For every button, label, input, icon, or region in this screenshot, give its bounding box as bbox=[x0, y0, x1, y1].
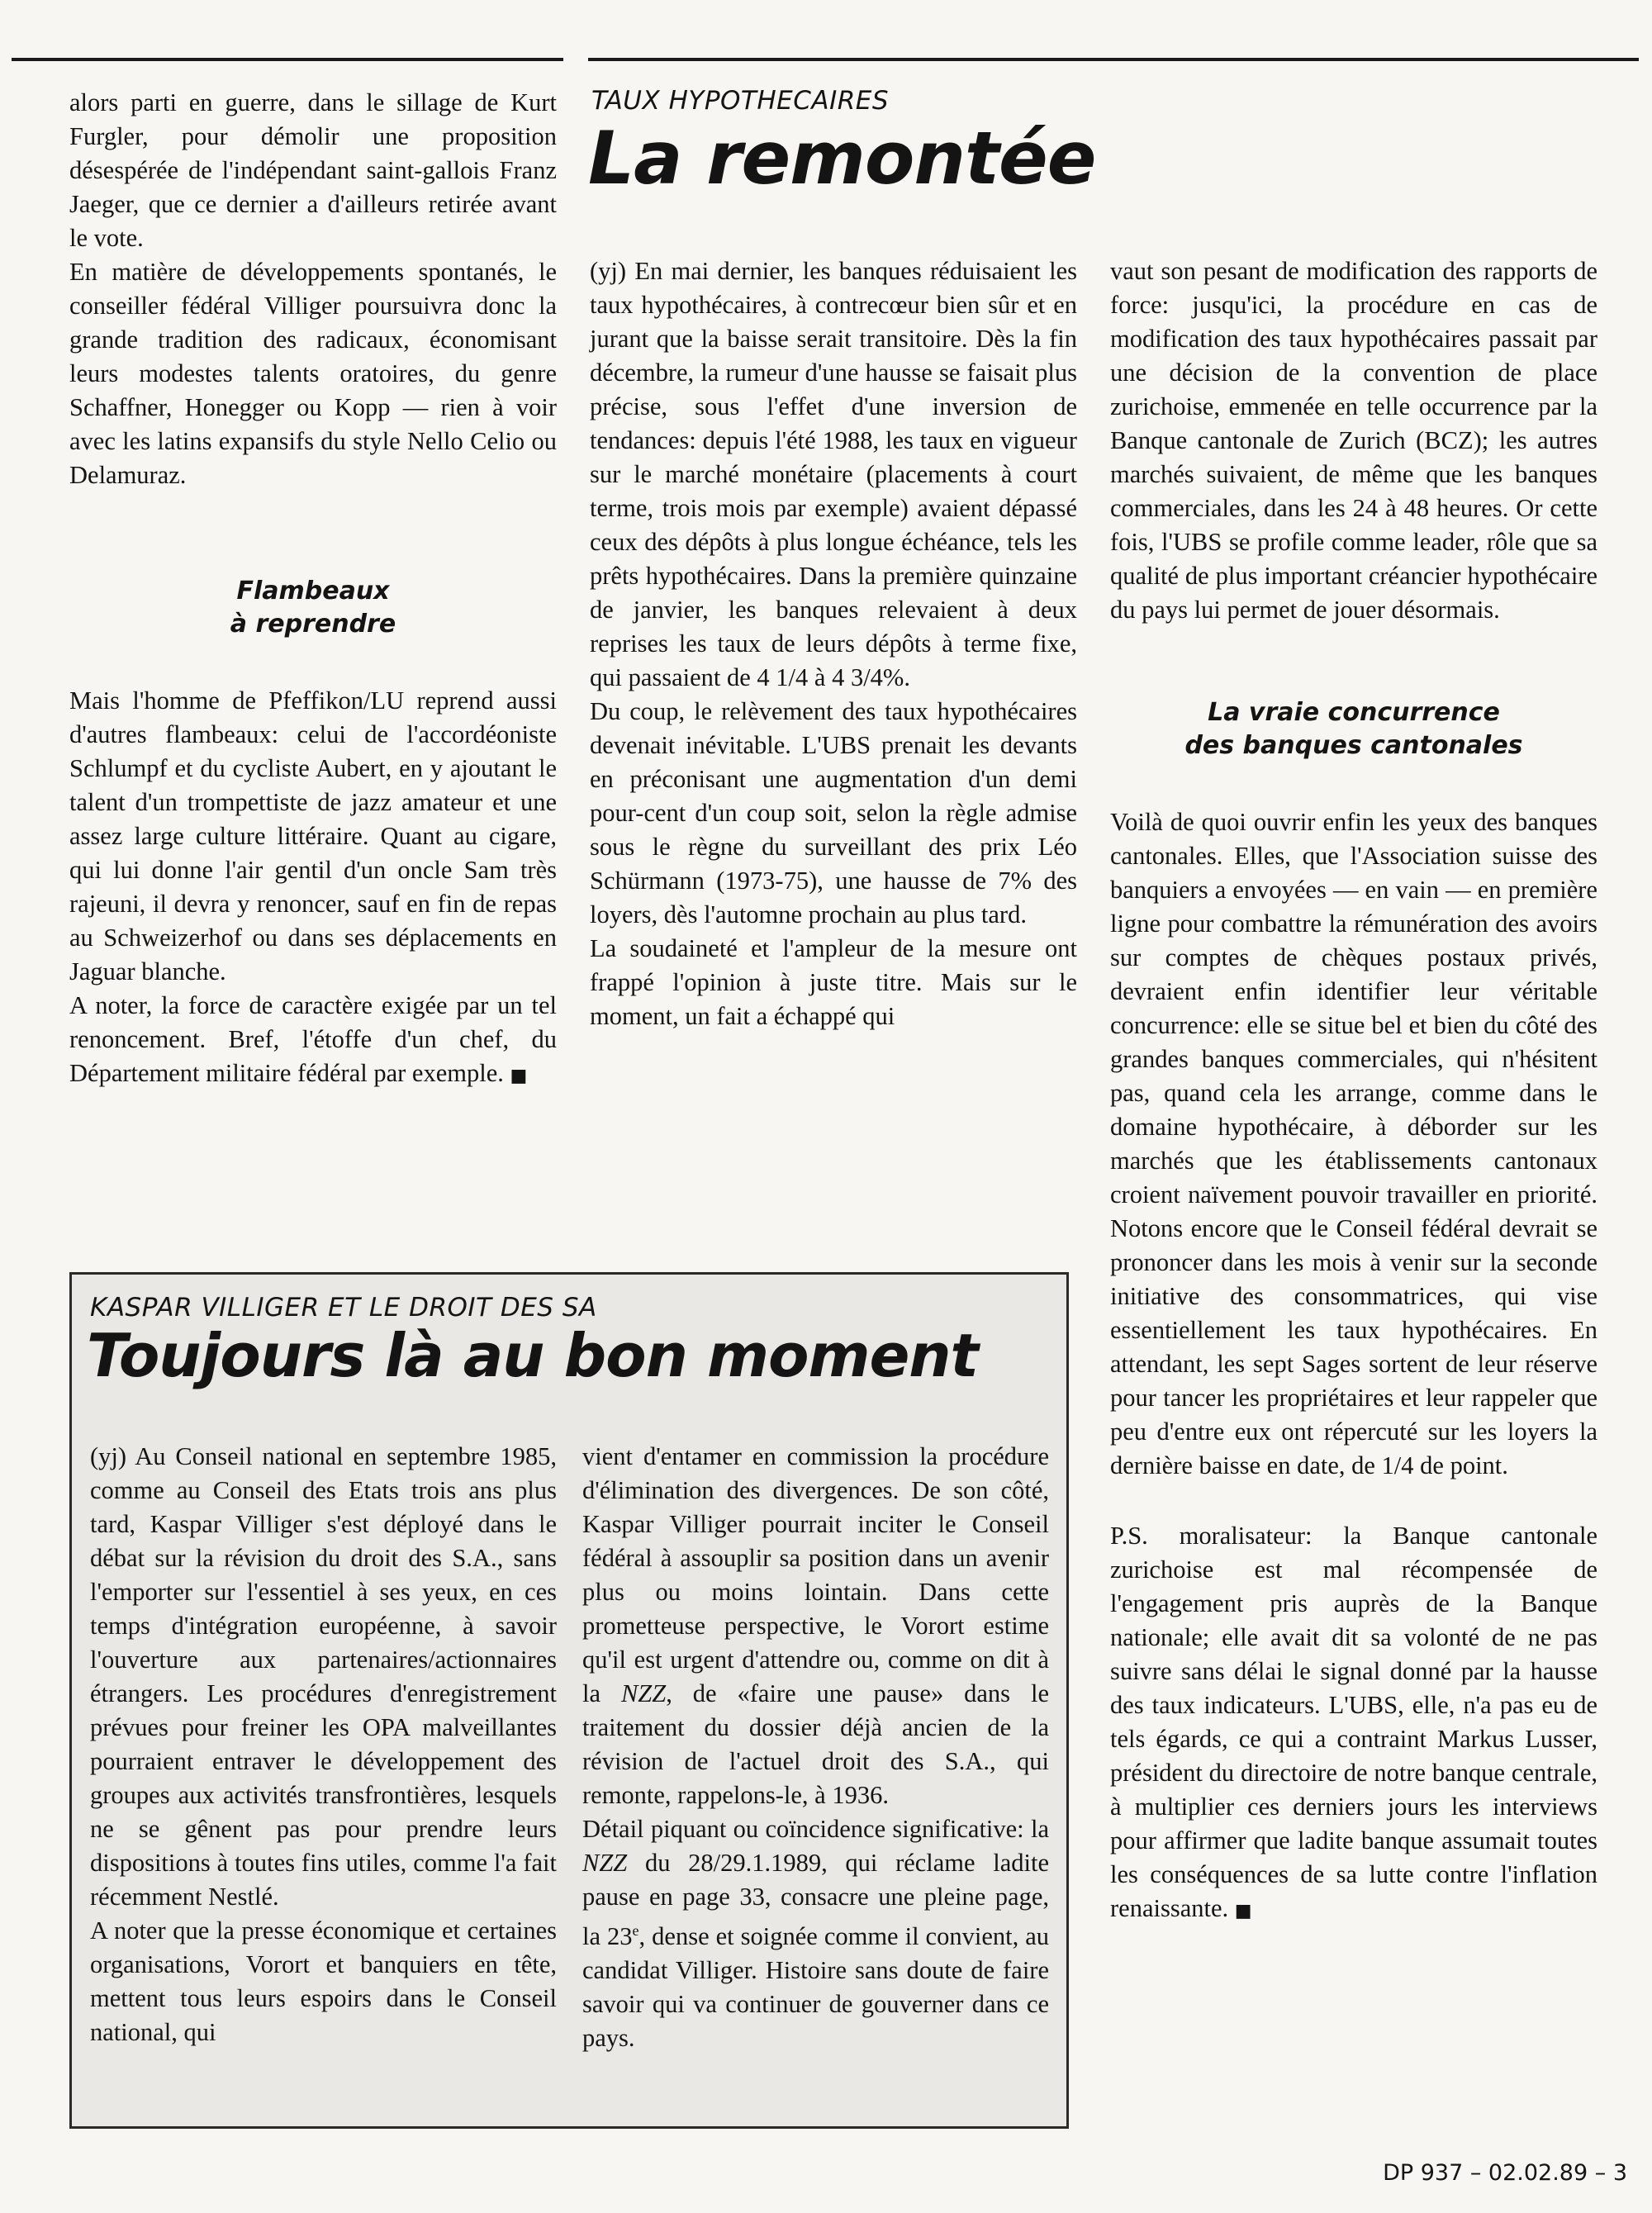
taux-col1-para-3: La soudaineté et l'ampleur de la mesure ont frappé l'opinion à juste titre. Mais sur le moment, un fait a échappé qui bbox=[590, 934, 1077, 1030]
left-para-3: Mais l'homme de Pfeffikon/LU reprend aussi d'autres flambeaux: celui de l'accordéoniste Schlumpf et du cycliste Aubert, en y ajoutant le talent d'un trompettiste de jazz amateur et une assez large culture littéraire. Quant au cigare, qui lui donne l'air gentil d'un oncle Sam très rajeuni, il devra y renoncer, sauf en fin de repas au Schweizerhof ou dans ses déplacements en Jaguar blanche. bbox=[69, 686, 557, 985]
box-column-1 bbox=[90, 1440, 557, 2049]
taux-column-1 bbox=[590, 254, 1077, 1033]
nzz-italic-1: NZZ bbox=[620, 1679, 667, 1707]
top-rule-left bbox=[12, 58, 563, 61]
end-mark-taux: ■ bbox=[1234, 1901, 1252, 1921]
left-subhead-line-1: Flambeaux bbox=[236, 577, 390, 605]
end-mark-left: ■ bbox=[510, 1066, 528, 1086]
taux-column-2 bbox=[1110, 254, 1597, 1928]
box-headline: Toujours là au bon moment bbox=[87, 1321, 978, 1390]
box-col2-para-2-b: du 28/29.1.1989, qui réclame ladite pause en page 33, consacre une pleine page, la 23 bbox=[582, 1849, 1049, 1951]
left-para-4 bbox=[69, 989, 557, 1093]
page-folio: DP 937 – 02.02.89 – 3 bbox=[1383, 2160, 1627, 2186]
box-column-2 bbox=[582, 1440, 1049, 2055]
taux-col2-para-2: Voilà de quoi ouvrir enfin les yeux des banques cantonales. Elles, que l'Association suisse des banquiers a envoyées — en vain — en première ligne pour combattre la rémunération des avoirs sur comptes de chèques postaux privés, devraient enfin identifier leur véritable concurrence: elle se situe bel et bien du côté des grandes banques commerciales, qui n'hésitent pas, quand cela les arrange, comme dans le domaine hypothécaire, à déborder sur les marchés que les établissements cantonaux croient naïvement pouvoir travailler en priorité. Notons encore que le Conseil fédéral devrait se prononcer dans les mois à venir sur la seconde initiative des consommatrices, qui vise essentiellement les taux hypothécaires. En attendant, les sept Sages sortent de leur réserve pour tancer les propriétaires et leur rappeler que peu d'entre eux ont répercuté sur les loyers la dernière baisse en date, de 1/4 de point. bbox=[1110, 808, 1597, 1479]
left-para-1: alors parti en guerre, dans le sillage de Kurt Furgler, pour démolir une proposition désespérée de l'indépendant saint-gallois Franz Jaeger, que ce dernier a d'ailleurs retirée avant le vote. bbox=[69, 88, 557, 252]
boxed-article bbox=[69, 1272, 1069, 2129]
left-para-4-text: A noter, la force de caractère exigée par un tel renoncement. Bref, l'étoffe d'un chef, du Département militaire fédéral par exemple. bbox=[69, 991, 557, 1087]
taux-subhead-line-2: des banques cantonales bbox=[1184, 731, 1523, 760]
left-subhead-line-2: à reprendre bbox=[230, 610, 396, 639]
taux-kicker: TAUX HYPOTHECAIRES bbox=[591, 86, 890, 116]
box-col2-para-1-a: vient d'entamer en commission la procédure d'élimination des divergences. De son côté, Kaspar Villiger pourrait inciter le Conseil fédéral à assouplir sa position dans un avenir plus ou moins lointain. Dans cette prometteuse perspective, le Vorort estime qu'il est urgent d'attendre ou, comme on dit à la bbox=[582, 1442, 1049, 1707]
box-col2-para-2-c: , dense et soignée comme il convient, au candidat Villiger. Histoire sans doute de faire savoir qui va continuer de gouverner dans ce pays. bbox=[582, 1922, 1050, 2053]
top-rule-right bbox=[588, 58, 1639, 61]
box-col2-para-2-a: Détail piquant ou coïncidence significative: la bbox=[582, 1815, 1049, 1843]
taux-col1-para-1: (yj) En mai dernier, les banques réduisaient les taux hypothécaires, à contrecœur bien sûr et en jurant que la baisse serait transitoire. Dès la fin décembre, la rumeur d'une hausse se faisait plus précise, sous l'effet d'une inversion de tendances: depuis l'été 1988, les taux en vigueur sur le marché monétaire (placements à court terme, trois mois par exemple) avaient dépassé ceux des dépôts à plus longue échéance, tels les prêts hypothécaires. Dans la première quinzaine de janvier, les banques relevaient à deux reprises les taux de leurs dépôts à terme fixe, qui passaient de 4 1/4 à 4 3/4%. bbox=[590, 257, 1077, 691]
taux-col2-para-3-text: P.S. moralisateur: la Banque cantonale zurichoise est mal récompensée de l'engagement pris auprès de la Banque nationale; elle avait dit sa volonté de ne pas suivre sans délai le signal donné par la hausse des taux indicateurs. L'UBS, elle, n'a pas eu de tels égards, ce qui a contraint Markus Lusser, président du directoire de notre banque centrale, à multiplier ces derniers jours les interviews pour affirmer que ladite banque assumait toutes les conséquences de sa lutte contre l'inflation renaissante. bbox=[1110, 1522, 1597, 1922]
taux-headline: La remontée bbox=[588, 116, 1096, 201]
nzz-italic-2: NZZ bbox=[582, 1849, 628, 1877]
taux-subhead-line-1: La vraie concurrence bbox=[1208, 698, 1500, 727]
taux-subhead bbox=[1110, 696, 1597, 762]
taux-col2-para-3 bbox=[1110, 1519, 1597, 1928]
box-col2-para-1 bbox=[582, 1440, 1049, 1812]
left-para-2: En matière de développements spontanés, le conseiller fédéral Villiger poursuivra donc la grande tradition des radicaux, économisant leurs modestes talents oratoires, du genre Schaffner, Honegger ou Kopp — rien à voir avec les latins expansifs du style Nello Celio ou Delamuraz. bbox=[69, 258, 557, 489]
left-column bbox=[69, 86, 557, 1093]
taux-col2-para-1: vaut son pesant de modification des rapports de force: jusqu'ici, la procédure en cas de modification des taux hypothécaires passait par une décision de la convention de place zurichoise, emmenée en telle occurrence par la Banque cantonale de Zurich (BCZ); les autres marchés suivaient, de même que les banques commerciales, dans les 24 à 48 heures. Or cette fois, l'UBS se profile comme leader, rôle que sa qualité de plus important créancier hypothécaire du pays lui permet de jouer désormais. bbox=[1110, 257, 1597, 624]
taux-col1-para-2: Du coup, le relèvement des taux hypothécaires devenait inévitable. L'UBS prenait les devants en préconisant une augmentation d'un demi pour-cent d'un coup soit, selon la règle admise sous le règne du surveillant des prix Léo Schürmann (1973-75), une hausse de 7% des loyers, dès l'automne prochain au plus tard. bbox=[590, 697, 1077, 928]
box-kicker: KASPAR VILLIGER ET LE DROIT DES SA bbox=[90, 1293, 597, 1323]
superscript-e: e bbox=[632, 1922, 639, 1939]
box-col2-para-1-b: , de «faire une pause» dans le traitement du dossier déjà ancien de la révision de l'actuel droit des S.A., qui remonte, rappelons-le, à 1936. bbox=[582, 1679, 1049, 1809]
left-subhead bbox=[69, 575, 557, 641]
box-col1-para-1: (yj) Au Conseil national en septembre 1985, comme au Conseil des Etats trois ans plus tard, Kaspar Villiger s'est déployé dans le débat sur la révision du droit des S.A., sans l'emporter sur l'essentiel à ses yeux, en ces temps d'intégration européenne, à savoir l'ouverture aux partenaires/actionnaires étrangers. Les procédures d'enregistrement prévues pour freiner les OPA malveillantes pourraient entraver le développement des groupes aux activités transfrontières, lesquels ne se gênent pas pour prendre leurs dispositions à toutes fins utiles, comme l'a fait récemment Nestlé. bbox=[90, 1442, 557, 1911]
box-col2-para-2 bbox=[582, 1812, 1049, 2055]
box-col1-para-2: A noter que la presse économique et certaines organisations, Vorort et banquiers en tête, mettent tous leurs espoirs dans le Conseil national, qui bbox=[90, 1916, 557, 2046]
